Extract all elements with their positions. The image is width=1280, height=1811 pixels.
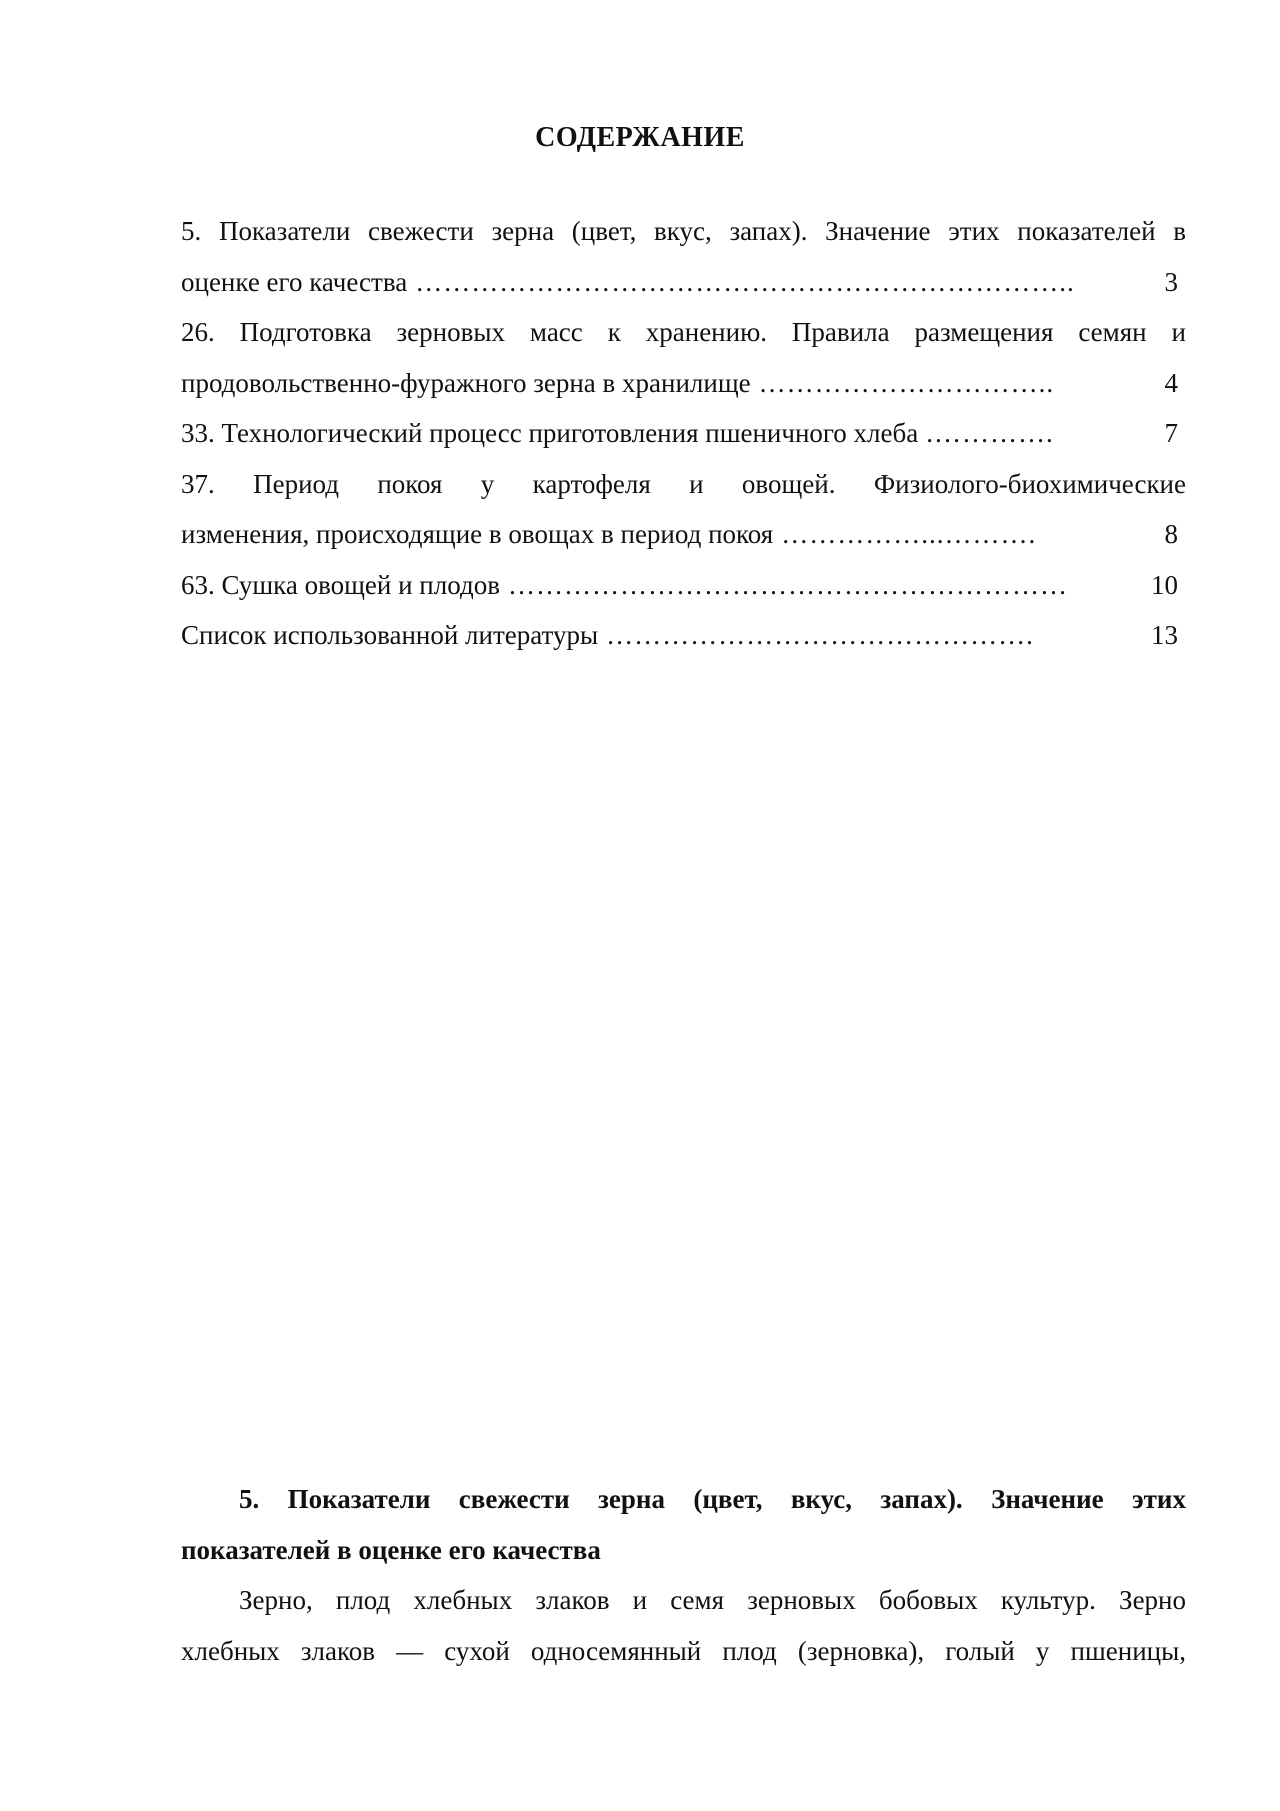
toc-entry-text: Список использованной литературы xyxy=(181,620,599,650)
toc-entry[interactable] xyxy=(181,560,1186,611)
toc-entry-text: продовольственно-фуражного зерна в хранилище xyxy=(181,367,751,398)
toc-entry-text: изменения, происходящие в овощах в период покоя xyxy=(181,519,774,549)
toc-title: СОДЕРЖАНИЕ xyxy=(535,122,745,153)
toc-entry[interactable] xyxy=(181,459,1186,560)
table-of-contents xyxy=(181,206,1186,661)
toc-entry-last-line xyxy=(181,257,1186,308)
toc-entry-text: 33. Технологический процесс приготовления пшеничного хлеба xyxy=(181,418,919,448)
body-text-line: Зерно, плод хлебных злаков и семя зерновых бобовых культур. Зерно xyxy=(239,1585,1186,1615)
section-5 xyxy=(181,1474,1186,1676)
section-heading-line: показателей в оценке его качества xyxy=(181,1534,601,1565)
body-text-line: хлебных злаков — сухой односемянный плод (зерновка), голый у пшеницы, xyxy=(181,1635,1186,1666)
toc-entry-first-line: 5. Показатели свежести зерна (цвет, вкус, запах). Значение этих показателей в xyxy=(181,216,1186,246)
toc-entry-last-line xyxy=(181,358,1186,409)
toc-entry-first-line: 37. Период покоя у картофеля и овощей. Физиолого-биохимические xyxy=(181,468,1186,499)
toc-entry[interactable] xyxy=(181,307,1186,408)
toc-page-number: 7 xyxy=(1164,418,1178,448)
toc-leader-dots: ……………...………. xyxy=(781,519,1037,549)
toc-entry[interactable] xyxy=(181,408,1186,459)
section-heading-line: 5. Показатели свежести зерна (цвет, вкус, запах). Значение этих xyxy=(239,1484,1186,1514)
toc-page-number: 8 xyxy=(1164,519,1178,549)
toc-entry[interactable] xyxy=(181,206,1186,307)
toc-entry-text: 63. Сушка овощей и плодов xyxy=(181,569,500,600)
toc-entry-last-line xyxy=(181,560,1186,611)
toc-leader-dots: .…………. xyxy=(926,418,1054,448)
toc-leader-dots: ………………………….. xyxy=(758,367,1055,398)
toc-entry-last-line xyxy=(181,509,1186,560)
toc-page-number: 3 xyxy=(1164,266,1178,297)
toc-entry-last-line xyxy=(181,408,1186,459)
section-heading xyxy=(181,1474,1186,1575)
toc-leader-dots: …………………………………………………………….. xyxy=(415,266,1075,297)
toc-entry[interactable] xyxy=(181,610,1186,661)
toc-page-number: 13 xyxy=(1151,620,1178,650)
toc-entry-last-line xyxy=(181,610,1186,661)
toc-entry-first-line: 26. Подготовка зерновых масс к хранению. Правила размещения семян и xyxy=(181,317,1186,347)
section-body-paragraph xyxy=(181,1575,1186,1676)
toc-leader-dots: ………………………………………. xyxy=(606,620,1034,650)
toc-entry-text: оценке его качества xyxy=(181,266,408,297)
toc-page-number: 4 xyxy=(1164,367,1178,398)
toc-page-number: 10 xyxy=(1151,569,1178,600)
toc-leader-dots: …………………………………………………… xyxy=(507,569,1068,600)
